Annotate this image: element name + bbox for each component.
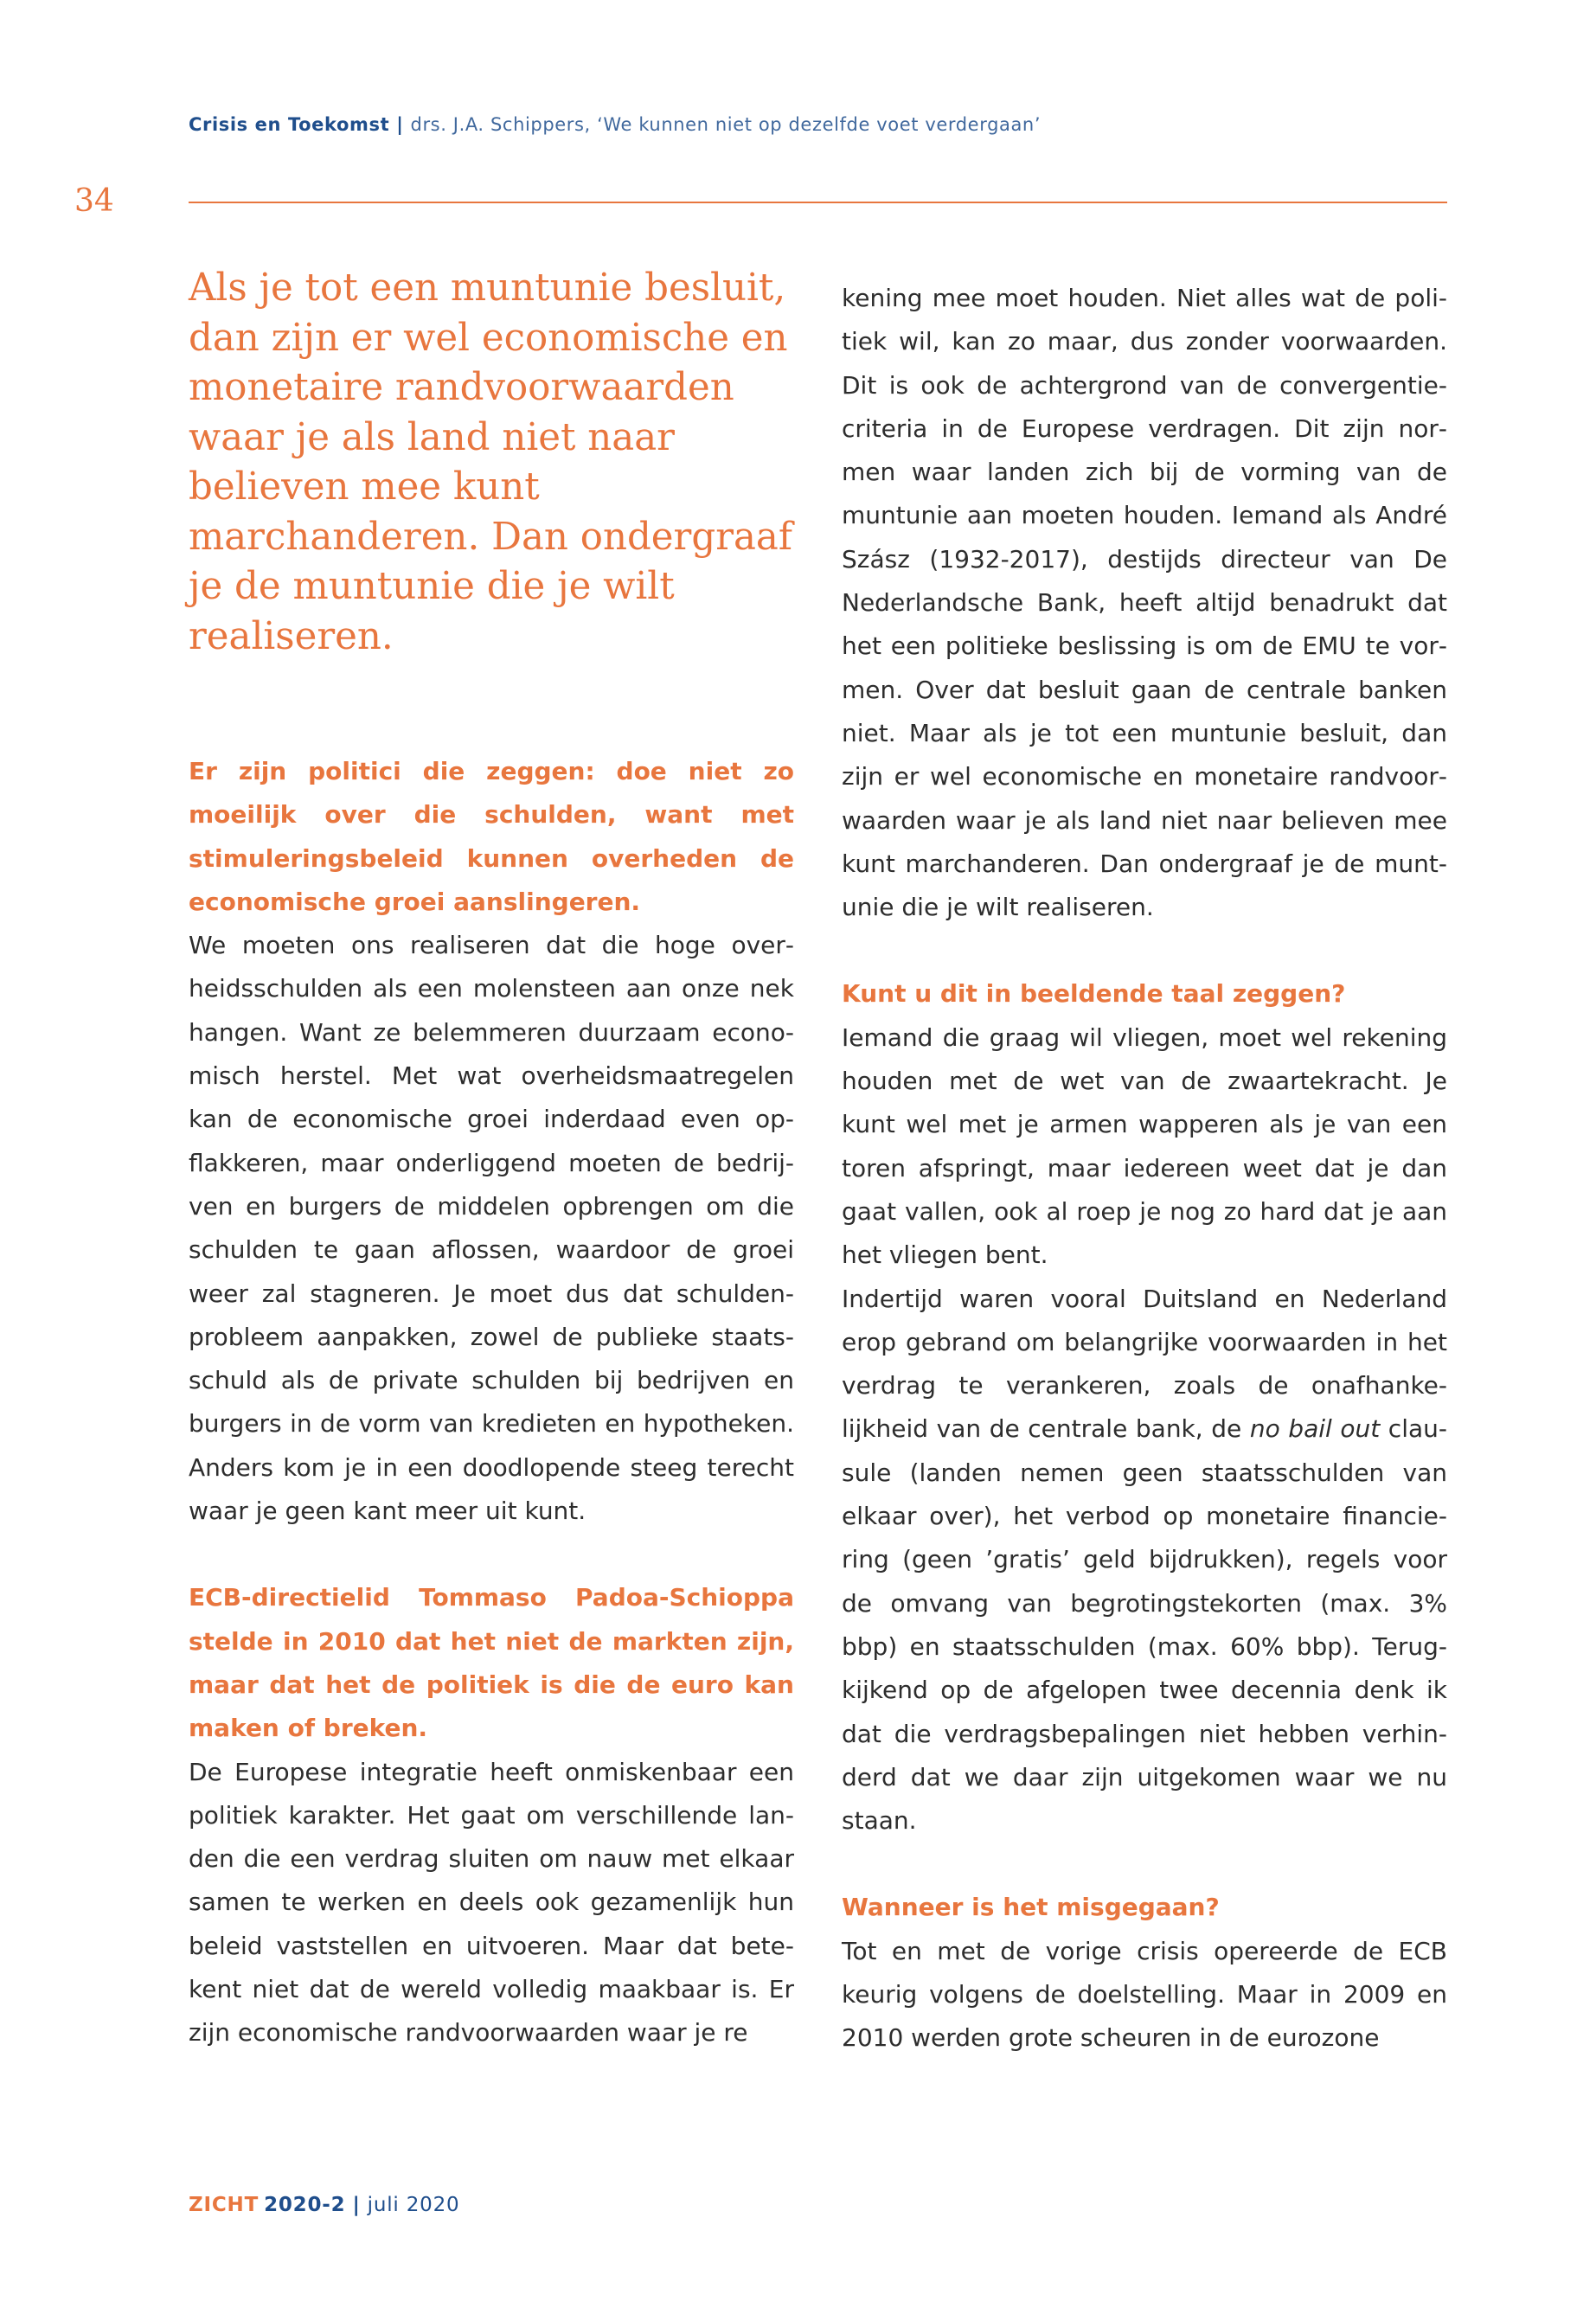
interview-answer: We moeten ons realiseren dat die hoge overheidsschulden als een molensteen aan onze nek hangen. Want ze belemmeren duurzaam economisch herstel. Met wat overheidsmaatregelen kan de economische groei inderdaad even opflakkeren, maar onderliggend moeten de bedrijven en burgers de middelen opbrengen om die schulden te gaan aflossen, waardoor de groei weer zal stagneren. Je moet dus dat schuldenprobleem aanpakken, zowel de publieke staatsschuld als de private schulden bij bedrijven en burgers in de vorm van kredieten en hypotheken. Anders kom je in een doodlopende steeg terecht waar je geen kant meer uit kunt. <box>189 931 794 1526</box>
interview-answer <box>842 1278 1447 1843</box>
interview-answer: kening mee moet houden. Niet alles wat de politiek wil, kan zo maar, dus zonder voorwaarden. Dit is ook de achtergrond van de convergentiecriteria in de Europese verdragen. Dit zijn normen waar landen zich bij de vorming van de muntunie aan moeten houden. Iemand als André Szász (1932-2017), destijds directeur van De Nederlandsche Bank, heeft altijd benadrukt dat het een politieke beslissing is om de EMU te vormen. Over dat besluit gaan de centrale banken niet. Maar als je tot een muntunie besluit, dan zijn er wel economische en monetaire randvoorwaarden waar je als land niet naar believen mee kunt marchanderen. Dan ondergraaf je de muntunie die je wilt realiseren. <box>842 284 1447 922</box>
paragraph-gap <box>189 1533 794 1576</box>
interview-question: Kunt u dit in beeldende taal zeggen? <box>842 979 1346 1009</box>
pull-quote: Als je tot een muntunie besluit, dan zijn er wel economische en monetaire randvoorwaarden waar je als land niet naar believen mee kunt marchanderen. Dan ondergraaf je de muntunie die je wilt realiseren. <box>189 266 792 658</box>
interview-answer: Iemand die graag wil vliegen, moet wel rekening houden met de wet van de zwaartekracht. Je kunt wel met je armen wapperen als je van een toren afspringt, maar iedereen weet dat je dan gaat vallen, ook al roep je nog zo hard dat je aan het vliegen bent. <box>842 1022 1447 1270</box>
header-subtitle: drs. J.A. Schippers, ‘We kunnen niet op dezelfde voet verdergaan’ <box>410 114 1042 135</box>
footer-separator: | <box>352 2194 361 2216</box>
interview-answer: Tot en met de vorige crisis opereerde de ECB keurig volgens de doelstelling. Maar in 2009 en 2010 werden grote scheuren in de eurozone <box>842 1936 1447 2053</box>
header-separator: | <box>396 114 404 135</box>
running-header <box>189 114 1041 135</box>
header-divider <box>189 202 1447 203</box>
footer-issue: 2020-2 <box>264 2194 346 2216</box>
running-footer <box>189 2194 459 2216</box>
interview-answer: De Europese integratie heeft onmiskenbaar een politiek karakter. Het gaat om verschillende landen die een verdrag sluiten om nauw met elkaar samen te werken en deels ook gezamenlijk hun beleid vaststellen en uitvoeren. Maar dat betekent niet dat de wereld volledig maakbaar is. Er zijn economische randvoorwaarden waar je re <box>189 1757 794 2048</box>
header-brand: Crisis en Toekomst <box>189 114 390 135</box>
interview-question: ECB-directielid Tommaso Padoa-Schioppa stelde in 2010 dat het niet de markten zijn, maar dat het de politiek is die de euro kan maken of breken. <box>189 1583 794 1743</box>
interview-question: Er zijn politici die zeggen: doe niet zo moeilijk over die schulden, want met stimuleringsbeleid kunnen overheden de economische groei aanslingeren. <box>189 757 794 916</box>
left-column <box>189 264 794 2055</box>
page-number: 34 <box>74 183 114 219</box>
paragraph-gap <box>842 1843 1447 1886</box>
footer-magazine: ZICHT <box>189 2194 260 2216</box>
interview-question: Wanneer is het misgegaan? <box>842 1893 1220 1922</box>
right-column <box>842 277 1447 2061</box>
answer-text: clausule (landen nemen geen staatsschulden van elkaar over), het verbod op monetaire financiering (geen ’gratis’ geld bijdrukken), regels voor de omvang van begrotingstekorten (max. 3% bbp) en staatsschulden (max. 60% bbp). Terugkijkend op de afgelopen twee decennia denk ik dat die verdragsbepalingen niet hebben verhinderd dat we daar zijn uitgekomen waar we nu staan. <box>842 1414 1447 1836</box>
footer-date: juli 2020 <box>367 2194 460 2216</box>
italic-term: no bail out <box>1249 1414 1381 1444</box>
paragraph-gap <box>842 929 1447 972</box>
answer-text: Indertijd waren vooral Duitsland en Nederland erop gebrand om belangrijke voorwaarden in het verdrag te verankeren, zoals de onafhankelijkheid van de centrale bank, de <box>842 1284 1447 1444</box>
